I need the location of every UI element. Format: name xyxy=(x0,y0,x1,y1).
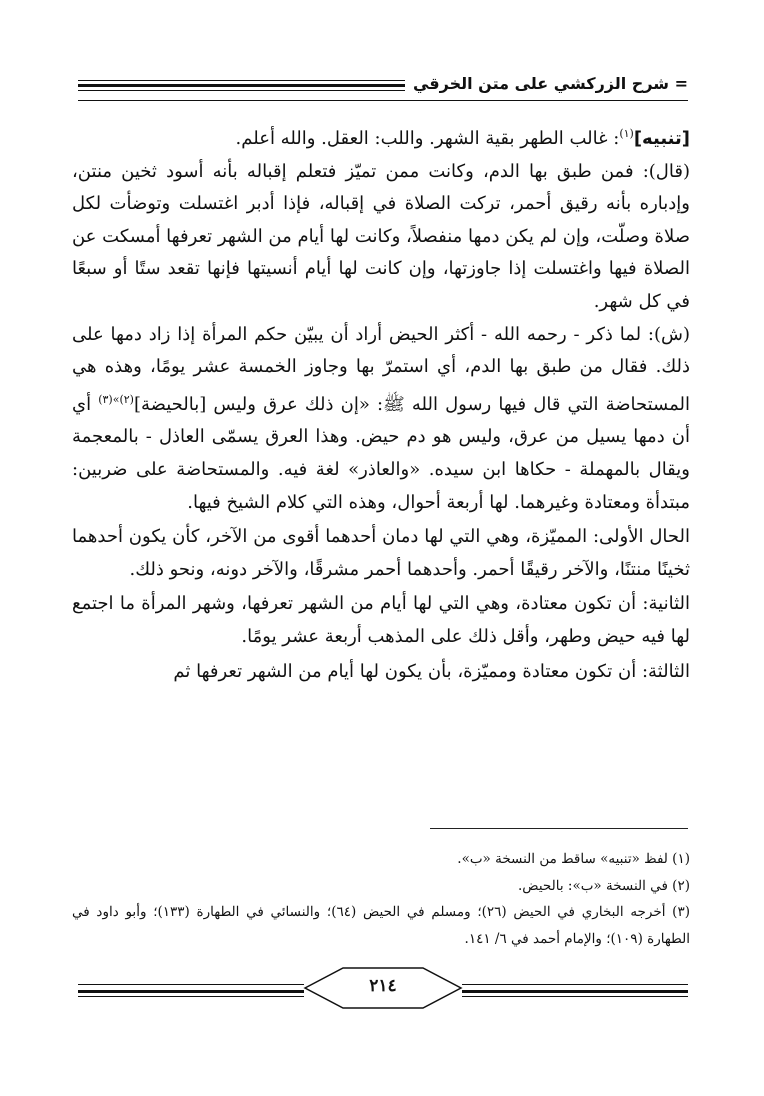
case-two-paragraph: الثانية: أن تكون معتادة، وهي التي لها أيام من الشهر تعرفها، وشهر المرأة ما اجتمع لها فيه حيض وطهر، وأقل ذلك على المذهب أربعة عشر يومًا. xyxy=(72,593,690,647)
ornament-rule xyxy=(462,984,688,985)
note-text: : غالب الطهر بقية الشهر. واللب: العقل. والله أعلم. xyxy=(235,128,620,149)
footnote-ref: (١) xyxy=(619,127,634,140)
note-label: [تنبيه] xyxy=(633,128,690,149)
ornament-rule xyxy=(462,996,688,997)
ornament-rule xyxy=(78,996,304,997)
commentary-text: أي أن دمها يسيل من عرق، وليس هو دم حيض. وهذا العرق يسمّى العاذل - بالمعجمة ويقال بالمهملة - حكاها ابن سيده. «والعاذر» لغة فيه. والمستحاضة على ضربين: مبتدأة ومعتادة وغيرهما. لها أربعة أحوال، وهذه التي كلام الشيخ فيها. xyxy=(72,393,690,513)
header-underline xyxy=(78,100,688,101)
ornament-rule xyxy=(78,990,304,993)
commentary-text: (ش): لما ذكر - رحمه الله - أكثر الحيض أراد أن يبيّن حكم المرأة إذا زاد دمها على ذلك. فقال من طبق بها الدم، أي استمرّ بها وجاوز الخمسة عشر يومًا، وهذه هي المستحاضة التي قال فيها رسول الله ﷺ: «إن ذلك عرق وليس [بالحيضة] xyxy=(72,323,690,415)
footnote: (٢) في النسخة «ب»: بالحيض. xyxy=(518,877,690,894)
commentary-paragraph xyxy=(72,319,690,520)
case-one-paragraph: الحال الأولى: المميّزة، وهي التي لها دمان أحدهما أقوى من الآخر، كأن يكون أحدهما ثخينًا منتنًا، والآخر رقيقًا أحمر. وأحدهما أحمر مشرقًا، والآخر دونه، ونحو ذلك. xyxy=(72,526,690,580)
running-header xyxy=(78,74,688,104)
header-title: = شرح الزركشي على متن الخرقي xyxy=(405,74,688,93)
footnote-ref: (٢)»(٣) xyxy=(98,392,134,406)
footnotes xyxy=(72,846,690,952)
page-number-ornament xyxy=(78,966,688,1010)
main-text xyxy=(72,118,690,688)
ornament-rule xyxy=(462,990,688,993)
note-paragraph xyxy=(72,118,690,156)
footnote: (١) لفظ «تنبيه» ساقط من النسخة «ب». xyxy=(457,851,690,867)
case-three-paragraph: الثالثة: أن تكون معتادة ومميّزة، بأن يكون لها أيام من الشهر تعرفها ثم xyxy=(173,660,690,682)
footnote: (٣) أخرجه البخاري في الحيض (٢٦)؛ ومسلم في الحيض (٦٤)؛ والنسائي في الطهارة (١٣٣)؛ وأبو داود في الطهارة (١٠٩)؛ والإمام أحمد في ٦/ ١٤١. xyxy=(72,904,690,947)
matn-paragraph: (قال): فمن طبق بها الدم، وكانت ممن تميّز فتعلم إقباله بأنه أسود ثخين منتن، وإدباره بأنه رقيق أحمر، تركت الصلاة في إقباله، فإذا أدبر اغتسلت وتوضأت لكل صلاة وصلّت، وإن لم يكن دمها منفصلاً، وكانت لها أيام من الشهر تعرفها أمسكت عن الصلاة فيها واغتسلت إذا جاوزتها، وإن كانت لها أيام أنسيتها فإنها تقعد ستًا أو سبعًا في كل شهر. xyxy=(71,160,690,312)
page-number: ٢١٤ xyxy=(369,976,397,996)
footnote-separator xyxy=(430,828,688,829)
ornament-rule xyxy=(78,984,304,985)
